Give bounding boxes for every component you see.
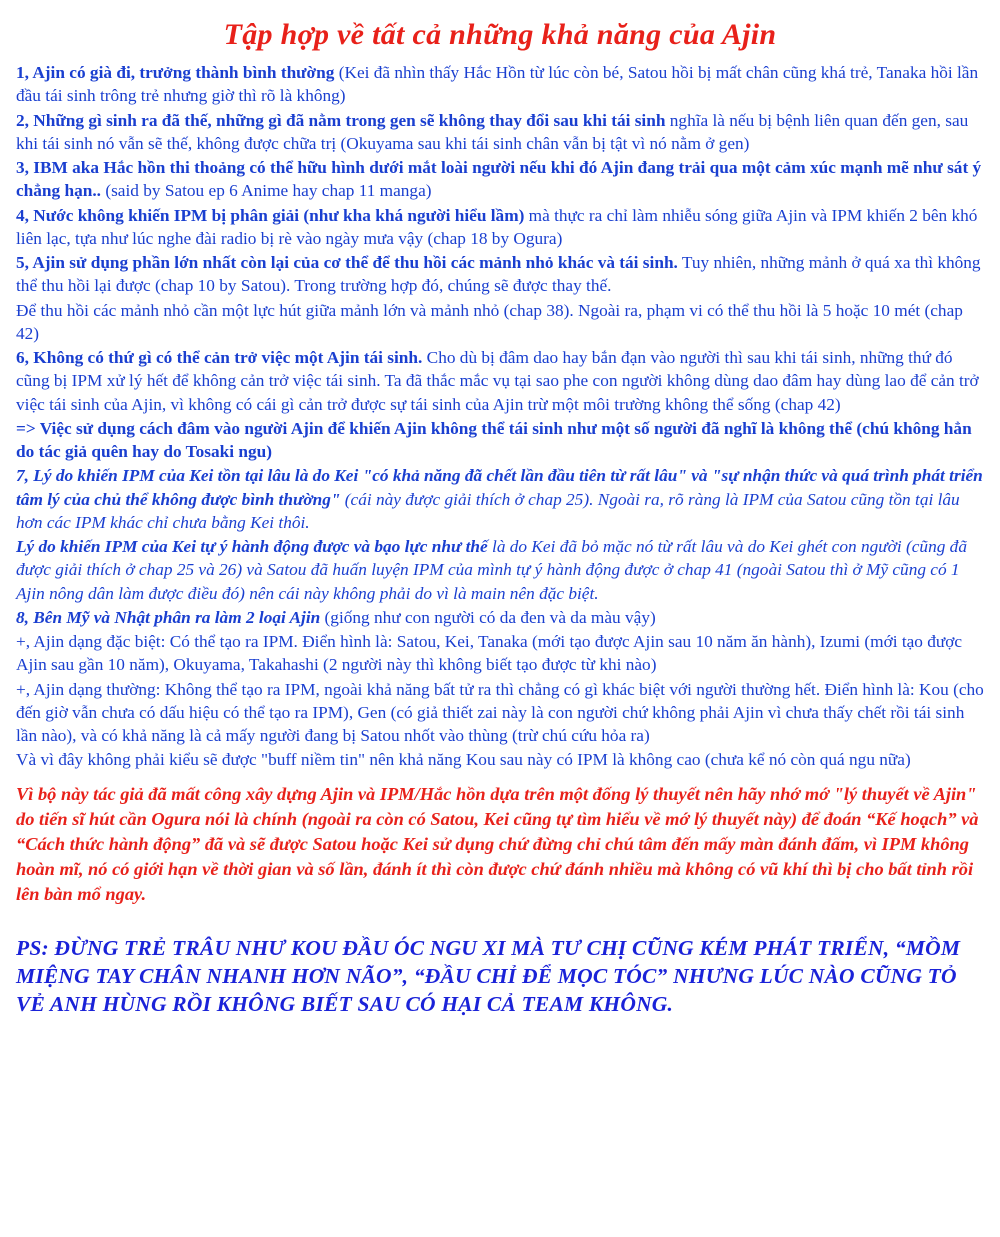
- paragraph-item-8a: [16, 630, 984, 677]
- item-5b-rest: Để thu hồi các mảnh nhỏ cần một lực hút giữa mảnh lớn và mảnh nhỏ (chap 38). Ngoài ra, phạm vi có thể thu hồi là 5 hoặc 10 mét (chap 42): [16, 300, 963, 343]
- paragraph-item-3: [16, 156, 984, 203]
- item-7-rest: (cái này được giải thích ở chap 25). Ngoài ra, rõ ràng là IPM của Satou cũng tồn tại lâu hơn các IPM khác chỉ chưa bằng Kei thôi.: [16, 489, 960, 532]
- item-7b-rest: là do Kei đã bỏ mặc nó từ rất lâu và do Kei ghét con người (cũng đã được giải thích ở chap 25 và 26) và Satou đã huấn luyện IPM của mình tự ý hành động được ở chap 41 (ngoài Satou thì ở Mỹ cũng có 1 Ajin nông dân làm được điều đó) nên cái này không phải do vì là main nên đặc biệt.: [16, 537, 967, 603]
- highlight-paragraph: Vì bộ này tác giả đã mất công xây dựng Ajin và IPM/Hắc hồn dựa trên một đống lý thuyết nên hãy nhớ mớ "lý thuyết về Ajin" do tiến sĩ hút cần Ogura nói là chính (ngoài ra còn có Satou, Kei cũng tự tìm hiểu về mớ lý thuyết này) để đoán “Kế hoạch” và “Cách thức hành động” đã và sẽ được Satou hoặc Kei sử dụng chứ đừng chỉ chú tâm đến mấy màn đánh đấm, vì IPM không hoàn mĩ, nó có giới hạn về thời gian và số lần, đánh ít thì còn được chứ đánh nhiều mà không có vũ khí thì bị cho bất tỉnh rồi lên bàn mổ ngay.: [16, 783, 979, 904]
- paragraph-item-8b: [16, 678, 984, 748]
- paragraph-item-4: [16, 204, 984, 251]
- paragraph-item-1: [16, 61, 984, 108]
- paragraph-item-5b: [16, 299, 984, 346]
- ps-paragraph: PS: ĐỪNG TRẺ TRÂU NHƯ KOU ĐẦU ÓC NGU XI MÀ TƯ CHỊ CŨNG KÉM PHÁT TRIỂN, “MỒM MIỆNG TAY CHÂN NHANH HƠN NÃO”, “ĐẦU CHỈ ĐỂ MỌC TÓC” NHƯNG LÚC NÀO CŨNG TỎ VẺ ANH HÙNG RỒI KHÔNG BIẾT SAU CÓ HẠI CẢ TEAM KHÔNG.: [16, 935, 961, 1016]
- item-4-lead: 4, Nước không khiến IPM bị phân giải (như kha khá người hiểu lầm): [16, 205, 525, 225]
- paragraph-item-6: [16, 346, 984, 416]
- item-8c-rest: Và vì đây không phải kiểu sẽ được "buff niềm tin" nên khả năng Kou sau này có IPM là không cao (chưa kể nó còn quá ngu nữa): [16, 750, 911, 770]
- item-6-lead: 6, Không có thứ gì có thể cản trở việc một Ajin tái sinh.: [16, 348, 423, 367]
- paragraph-item-7: [16, 464, 984, 534]
- paragraph-item-2: [16, 109, 984, 156]
- item-5-rest: Tuy nhiên, những mảnh ở quá xa thì không thể thu hồi lại được (chap 10 by Satou). Trong trường hợp đó, chúng sẽ được thay thế.: [16, 253, 981, 296]
- paragraph-item-7b: [16, 535, 984, 605]
- item-6-conclusion-text: => Việc sử dụng cách đâm vào người Ajin để khiến Ajin không thể tái sinh như một số người đã nghĩ là không thể (chú không hẳn do tác giả quên hay do Tosaki ngu): [16, 418, 972, 461]
- item-2-rest: nghĩa là nếu bị bệnh liên quan đến gen, sau khi tái sinh nó vẫn sẽ thế, không được chữa trị (Okuyama sau khi tái sinh chân vẫn bị tật vì nó nằm ở gen): [16, 110, 969, 153]
- item-7b-lead: Lý do khiến IPM của Kei tự ý hành động được và bạo lực như thế: [16, 537, 488, 556]
- item-6-rest: Cho dù bị đâm dao hay bắn đạn vào người thì sau khi tái sinh, những thứ đó cũng bị IPM xử lý hết để không cản trở việc tái sinh. Ta đã thắc mắc vụ tại sao phe con người không dùng dao đâm hay dùng lao để cản trở việc tái sinh của Ajin, vì không có cái gì cản trở được sự tái sinh của Ajin trừ một môi trường không thể sống (chap 42): [16, 348, 979, 414]
- item-3-rest: (said by Satou ep 6 Anime hay chap 11 manga): [101, 181, 432, 201]
- page-title: Tập hợp về tất cả những khả năng của Ajin: [223, 18, 777, 51]
- paragraph-item-6-conclusion: [16, 417, 984, 464]
- item-8a-rest: +, Ajin dạng đặc biệt: Có thể tạo ra IPM. Điển hình là: Satou, Kei, Tanaka (mới tạo được Ajin sau 10 năm ăn hành), Izumi (mới tạo được Ajin sau gần 10 năm), Okuyama, Takahashi (2 người này thì không biết tạo được từ khi nào): [16, 632, 963, 675]
- item-2-lead: 2, Những gì sinh ra đã thế, những gì đã nằm trong gen sẽ không thay đổi sau khi tái sinh: [16, 110, 666, 130]
- item-1-lead: 1, Ajin có già đi, trưởng thành bình thường: [16, 63, 335, 82]
- item-1-rest: (Kei đã nhìn thấy Hắc Hồn từ lúc còn bé, Satou hồi bị mất chân cũng khá trẻ, Tanaka hồi lần đầu tái sinh trông trẻ nhưng giờ thì rõ là không): [16, 63, 979, 106]
- item-8-rest: (giống như con người có da đen và da màu vậy): [320, 607, 656, 627]
- item-7-lead: 7, Lý do khiến IPM của Kei tồn tại lâu là do Kei "có khả năng đã chết lần đầu tiên từ rất lâu" và "sự nhận thức và quá trình phát triển tâm lý của chủ thể không được bình thường": [16, 466, 983, 509]
- item-5-lead: 5, Ajin sử dụng phần lớn nhất còn lại của cơ thể để thu hồi các mảnh nhỏ khác và tái sinh.: [16, 253, 678, 272]
- paragraph-item-5: [16, 251, 984, 298]
- paragraph-item-8c: [16, 748, 984, 771]
- item-8-lead: 8, Bên Mỹ và Nhật phân ra làm 2 loại Ajin: [16, 607, 321, 627]
- paragraph-item-8: [16, 606, 984, 629]
- item-3-lead: 3, IBM aka Hắc hồn thi thoảng có thể hữu hình dưới mắt loài người nếu khi đó Ajin đang trải qua một cảm xúc mạnh mẽ như sát ý chẳng hạn..: [16, 158, 982, 201]
- item-8b-rest: +, Ajin dạng thường: Không thể tạo ra IPM, ngoài khả năng bất tử ra thì chẳng có gì khác biệt với người thường hết. Điển hình là: Kou (cho đến giờ vẫn chưa có dấu hiệu có thể tạo ra IPM), Gen (có giả thiết zai này là con người chứ không phải Ajin vì chưa thấy chết rồi tái sinh lần nào), và có khả năng là cả mấy người đang bị Satou nhốt vào thùng (trừ chú cứu hỏa ra): [16, 679, 984, 745]
- document-body: [16, 61, 984, 772]
- item-4-rest: mà thực ra chỉ làm nhiễu sóng giữa Ajin và IPM khiến 2 bên khó liên lạc, tựa như lúc nghe đài radio bị rè vào ngày mưa vậy (chap 18 bу Ogura): [16, 205, 978, 248]
